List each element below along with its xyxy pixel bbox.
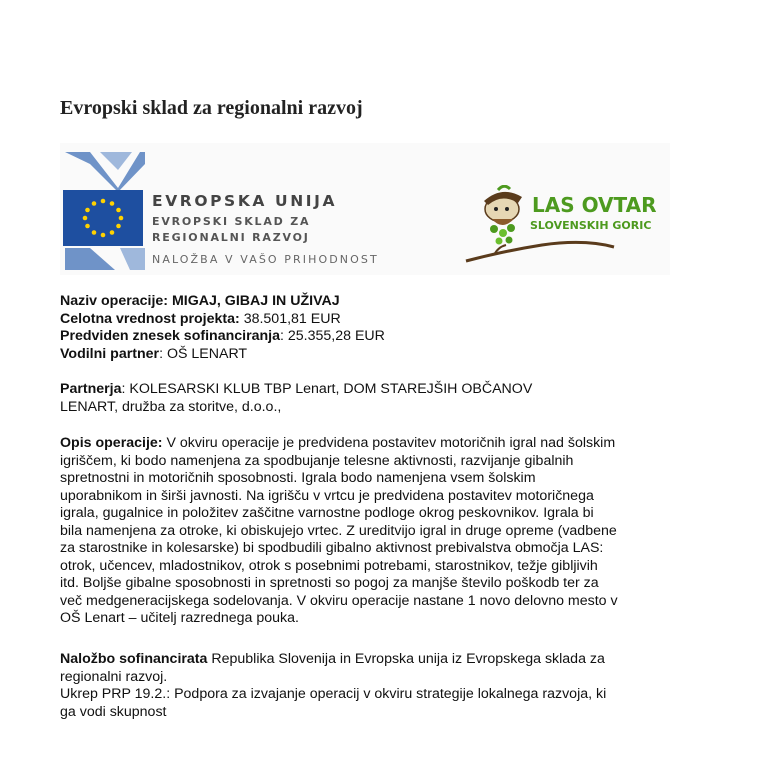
cofinancing-label: Predviden znesek sofinanciranja [60, 328, 280, 344]
funding-section [60, 651, 606, 721]
partners-label: Partnerja [60, 381, 122, 397]
operation-info [60, 293, 385, 363]
eu-logo-subtitle-2: REGIONALNI RAZVOJ [152, 231, 310, 244]
eu-logo-stripe [120, 248, 145, 270]
partners-text: : KOLESARSKI KLUB TBP Lenart, DOM STAREJŠIH OBČANOV [121, 381, 533, 397]
description-line: več medgeneracijskega sodelovanja. V okviru operacije nastane 1 novo delovno mesto v [60, 592, 618, 609]
lead-partner [60, 346, 385, 364]
operation-name-value: MIGAJ, GIBAJ IN UŽIVAJ [171, 293, 340, 309]
description-line: spretnostni in motoričnih sposobnosti. Igrala bodo namenjena vsem šolskim [60, 470, 536, 486]
cofinancing-value: : 25.355,28 EUR [280, 328, 385, 344]
funding-line-1 [60, 651, 606, 669]
eu-logo-title: EVROPSKA UNIJA [152, 192, 338, 210]
cofinancing-amount [60, 328, 385, 346]
page-heading: Evropski sklad za regionalni razvoj [60, 97, 363, 119]
partners-line-1 [60, 381, 532, 399]
lead-partner-label: Vodilni partner [60, 345, 160, 362]
description-line: OŠ Lenart – učitelj razrednega pouka. [60, 610, 299, 626]
operation-name-label: Naziv operacije: [60, 293, 169, 309]
operation-description [60, 435, 618, 628]
description-text: V okviru operacije je predvidena postavitev motoričnih igral nad šolskim [162, 435, 616, 451]
funding-measure: Ukrep PRP 19.2.: Podpora za izvajanje operacij v okviru strategije lokalnega razvoja, ki [60, 686, 607, 702]
description-line: igrala, gugalnice in položitev zaščitne varnostne podloge okrog peskovnikov. Igrala bi [60, 505, 594, 521]
description-line: uporabnikom in širši javnosti. Na igrišču v vrtcu je predvidena postavitev motoričnega [60, 487, 594, 504]
eu-logo-stripe [65, 248, 115, 270]
description-line-1 [60, 435, 618, 453]
funding-text: Republika Slovenija in Evropska unija iz Evropskega sklada za [207, 651, 605, 667]
description-line: za starostnike in kolesarske) bi spodbudili gibalno aktivnost prebivalstva območja LAS: [60, 540, 604, 556]
description-label: Opis operacije: [60, 435, 163, 451]
funding-label: Naložbo sofinancirata [60, 651, 208, 667]
partners-section [60, 381, 532, 416]
description-line: bila namenjena za otroke, ki obiskujejo vrtec. Z ureditvijo igral in druge opreme (vadbene [60, 522, 617, 539]
description-line: itd. Boljše gibalne sposobnosti in spretnosti so pogoj za manjše število poškodb ter za [60, 575, 599, 591]
las-logo-subtitle: SLOVENSKIH GORIC [530, 219, 652, 232]
lead-partner-value: : OŠ LENART [159, 345, 248, 362]
funding-line-2: regionalni razvoj. [60, 668, 168, 685]
eu-logo-slogan: NALOŽBA V VAŠO PRIHODNOST [152, 253, 379, 266]
eu-logo-stripe [65, 152, 145, 192]
partners-line-2: LENART, družba za storitve, d.o.o., [60, 398, 282, 415]
project-total [60, 311, 385, 329]
eu-logo-subtitle-1: EVROPSKI SKLAD ZA [152, 215, 311, 228]
project-total-label: Celotna vrednost projekta: [60, 310, 240, 327]
funding-measure-cont: ga vodi skupnost [60, 703, 167, 720]
eu-logo-stripe [100, 152, 132, 170]
las-logo-title: LAS OVTAR [532, 193, 657, 217]
operation-name [60, 293, 385, 311]
description-line: otrok, učencev, mladostnikov, otrok s posebnimi potrebami, starostnikov, težje gibljivih [60, 557, 598, 574]
eu-flag [63, 190, 143, 246]
description-line: igriščem, ki bodo namenjena za spodbujanje telesne aktivnosti, razvijanje gibalnih [60, 452, 574, 469]
project-total-value: 38.501,81 EUR [239, 310, 341, 327]
logo-banner [60, 143, 670, 275]
